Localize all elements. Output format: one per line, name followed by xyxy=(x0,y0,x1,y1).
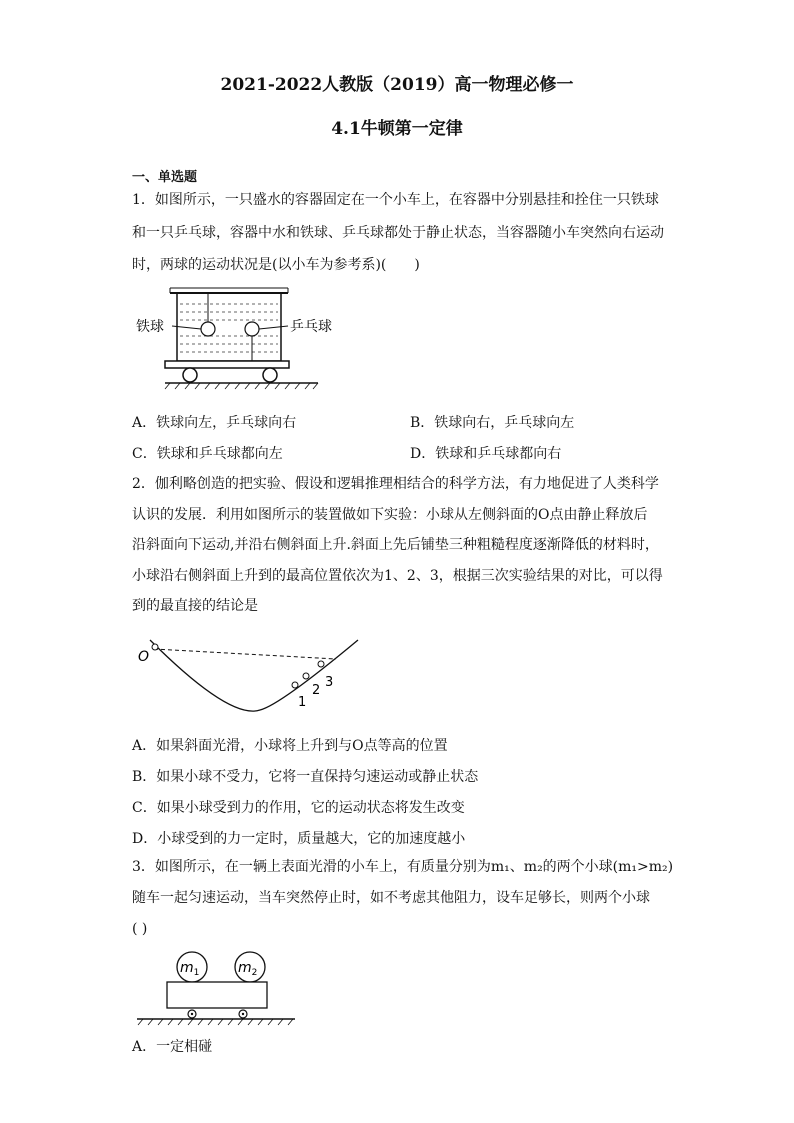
ball-position-1 xyxy=(292,682,298,688)
label-m1: m xyxy=(180,960,194,976)
q1-text-line: 1．如图所示，一只盛水的容器固定在一个小车上，在容器中分别悬挂和拴住一只铁球 xyxy=(132,192,659,208)
q3-text-line: 3．如图所示，在一辆上表面光滑的小车上，有质量分别为m₁、m₂的两个小球(m₁>m₂) xyxy=(132,859,674,875)
label-3: 3 xyxy=(325,675,334,690)
label-iron-ball: 铁球 xyxy=(136,319,164,335)
q1-option-c[interactable]: C．铁球和乒乓球都向左 xyxy=(132,446,283,462)
q2-figure-galileo-inclines xyxy=(130,630,370,722)
document-title: 2021-2022人教版（2019）高一物理必修一 xyxy=(220,75,574,95)
label-2: 2 xyxy=(312,683,321,698)
q2-text-line: 2．伽利略创造的把实验、假设和逻辑推理相结合的科学方法，有力地促进了人类科学 xyxy=(132,476,659,492)
q2-text-line: 到的最直接的结论是 xyxy=(132,598,258,614)
q3-figure-cart-two-balls xyxy=(135,950,300,1028)
q2-option-c[interactable]: C．如果小球受到力的作用，它的运动状态将发生改变 xyxy=(132,800,465,816)
label-m2: m xyxy=(238,960,252,976)
ball-position-2 xyxy=(303,673,309,679)
ping-pong-ball xyxy=(245,322,259,336)
q1-text-line: 和一只乒乓球，容器中水和铁球、乒乓球都处于静止状态，当容器随小车突然向右运动 xyxy=(132,225,664,241)
label-m2-subscript: 2 xyxy=(251,968,258,978)
q1-option-d[interactable]: D．铁球和乒乓球都向右 xyxy=(410,446,562,462)
q3-text-line: ( ) xyxy=(132,921,148,937)
iron-ball xyxy=(201,322,215,336)
ball-at-o xyxy=(152,644,158,650)
q1-option-a[interactable]: A．铁球向左，乒乓球向右 xyxy=(132,415,297,431)
ball-position-3 xyxy=(318,661,324,667)
label-o: O xyxy=(138,649,150,665)
q2-option-d[interactable]: D．小球受到的力一定时，质量越大，它的加速度越小 xyxy=(132,831,466,847)
q2-option-a[interactable]: A．如果斜面光滑，小球将上升到与O点等高的位置 xyxy=(132,738,448,754)
label-m1-subscript: 1 xyxy=(193,968,200,978)
q2-text-line: 小球沿右侧斜面上升到的最高位置依次为1、2、3，根据三次实验结果的对比，可以得 xyxy=(132,568,663,584)
section-heading: 一、单选题 xyxy=(132,170,198,185)
q1-option-b[interactable]: B．铁球向右，乒乓球向左 xyxy=(410,415,575,431)
label-1: 1 xyxy=(298,695,307,710)
document-subtitle: 4.1牛顿第一定律 xyxy=(331,119,463,139)
label-ping-pong-ball: 乒乓球 xyxy=(290,319,332,335)
q1-figure-water-container-cart xyxy=(130,288,330,394)
q3-option-a[interactable]: A．一定相碰 xyxy=(132,1039,213,1055)
q1-text-line: 时，两球的运动状况是(以小车为参考系)( ) xyxy=(132,257,420,273)
q2-text-line: 沿斜面向下运动,并沿右侧斜面上升.斜面上先后铺垫三种粗糙程度逐渐降低的材料时， xyxy=(132,537,659,553)
q2-option-b[interactable]: B．如果小球不受力，它将一直保持匀速运动或静止状态 xyxy=(132,769,479,785)
q3-text-line: 随车一起匀速运动，当车突然停止时，如不考虑其他阻力，设车足够长，则两个小球 xyxy=(132,890,650,906)
q2-text-line: 认识的发展．利用如图所示的装置做如下实验：小球从左侧斜面的O点由静止释放后 xyxy=(132,507,648,523)
